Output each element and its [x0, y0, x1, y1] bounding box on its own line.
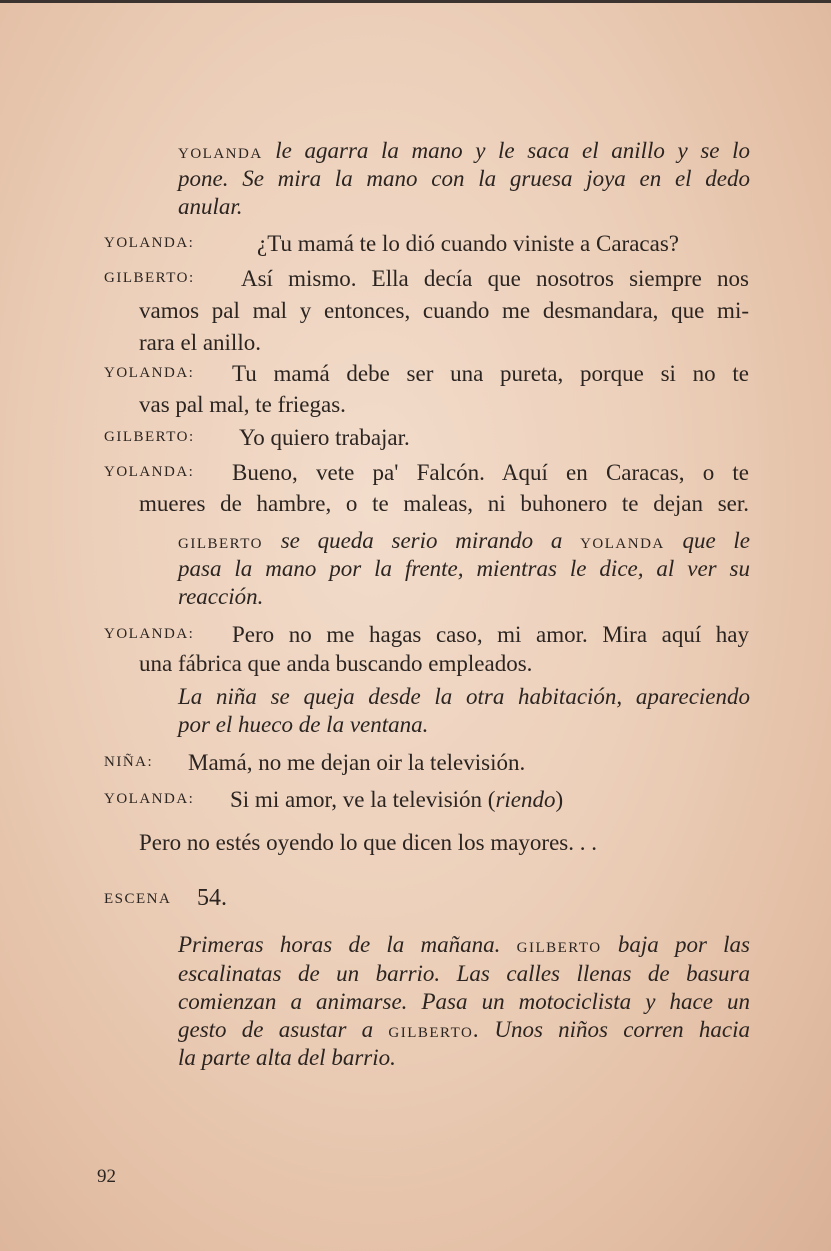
speaker-label: YOLANDA:: [104, 791, 195, 807]
speaker-label: YOLANDA:: [104, 626, 195, 642]
character-name: GILBERTO: [178, 536, 263, 552]
stage-text: por el hueco de la ventana.: [178, 712, 429, 737]
stage-direction-line: [178, 580, 263, 613]
speaker-label: NIÑA:: [104, 754, 154, 770]
stage-text: se queda serio mirando a: [263, 528, 581, 553]
dialogue-text: ): [555, 787, 564, 812]
stage-text: gesto de asustar a: [178, 1017, 389, 1042]
stage-direction-line: [178, 1041, 396, 1074]
character-name: YOLANDA: [178, 146, 263, 162]
dialogue-line: ¿Tu mamá te lo dió cuando viniste a Caracas?: [257, 231, 679, 256]
scene-label: ESCENA: [104, 891, 172, 907]
stage-direction-line: [178, 190, 243, 223]
dialogue-line: vamos pal mal y entonces, cuando me desmandara, que mi-: [139, 298, 749, 323]
page-number: 92: [97, 1166, 116, 1187]
speaker-label: YOLANDA:: [104, 464, 195, 480]
speaker-label: YOLANDA:: [104, 365, 195, 381]
stage-text: La niña se queja desde la otra habitación, apareciendo: [178, 684, 750, 709]
dialogue-line: Yo quiero trabajar.: [239, 425, 410, 450]
dialogue-line: Pero no me hagas caso, mi amor. Mira aquí hay: [232, 622, 749, 647]
stage-direction-line: [178, 552, 750, 585]
speaker-label: GILBERTO:: [104, 270, 195, 286]
stage-direction-line: [178, 162, 750, 195]
stage-text: pasa la mano por la frente, mientras le dice, al ver su: [178, 556, 750, 581]
dialogue-line: [230, 783, 563, 816]
speaker-label: GILBERTO:: [104, 429, 195, 445]
stage-text: reacción.: [178, 584, 264, 609]
stage-text: pone. Se mira la mano con la gruesa joya en el dedo: [178, 166, 750, 191]
stage-text: le agarra la mano y le saca el anillo y se lo: [262, 138, 750, 163]
dialogue-line: una fábrica que anda buscando empleados.: [139, 651, 533, 676]
character-name: YOLANDA: [580, 536, 665, 552]
stage-text: . Unos niños corren hacia: [473, 1017, 750, 1042]
scene-number: 54.: [197, 885, 227, 911]
dialogue-text: Si mi amor, ve la televisión (: [230, 787, 496, 812]
character-name: GILBERTO: [388, 1025, 474, 1041]
stage-text: baja por las: [601, 932, 750, 957]
dialogue-line: Tu mamá debe ser una pureta, porque si no te: [232, 361, 749, 386]
stage-text: escalinatas de un barrio. Las calles llenas de basura: [178, 961, 750, 986]
stage-text: comienzan a animarse. Pasa un motociclista y hace un: [178, 989, 750, 1014]
dialogue-line: vas pal mal, te friegas.: [139, 392, 346, 417]
speaker-label: YOLANDA:: [104, 235, 195, 251]
stage-text: Primeras horas de la mañana.: [178, 932, 517, 957]
character-name: GILBERTO: [516, 940, 602, 956]
dialogue-line: Bueno, vete pa' Falcón. Aquí en Caracas, o te: [232, 460, 749, 485]
dialogue-line: rara el anillo.: [139, 330, 261, 355]
stage-text: anular.: [178, 194, 243, 219]
dialogue-continuation: Pero no estés oyendo lo que dicen los mayores. . .: [139, 830, 597, 855]
stage-text: que le: [664, 528, 750, 553]
dialogue-line: Así mismo. Ella decía que nosotros siempre nos: [241, 266, 749, 291]
dialogue-line: mueres de hambre, o te maleas, ni buhonero te dejan ser.: [139, 491, 749, 516]
stage-text: la parte alta del barrio.: [178, 1045, 396, 1070]
dialogue-line: Mamá, no me dejan oir la televisión.: [188, 750, 526, 775]
stage-aside: riendo: [495, 787, 556, 812]
stage-direction-line: [178, 708, 428, 741]
